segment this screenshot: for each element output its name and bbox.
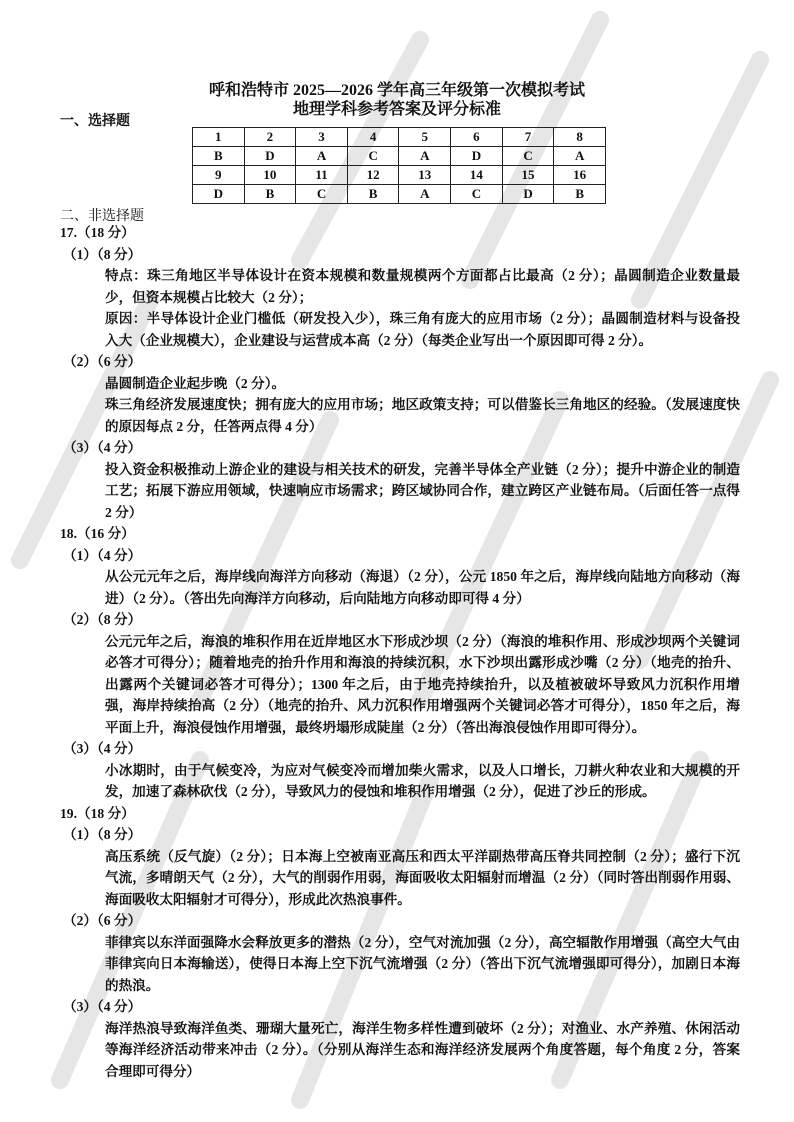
table-cell: 8 <box>554 128 606 147</box>
sub-question-heading: （3）（4 分） <box>63 440 142 455</box>
question-heading: 18.（16 分） <box>60 526 135 541</box>
sub-question-heading: （1）（4 分） <box>63 547 142 563</box>
answer-paragraph: 特点：珠三角地区半导体设计在资本规模和数量规模两个方面都占比最高（2 分）；晶圆制造企业数量最少，但资本规模占比较大（2 分）； <box>105 268 740 305</box>
section-choice-heading: 一、选择题 <box>60 114 130 129</box>
table-cell: D <box>193 185 245 204</box>
table-cell: 15 <box>502 166 554 185</box>
table-cell: 6 <box>451 128 503 147</box>
doc-subtitle: 地理学科参考答案及评分标准 <box>292 101 501 118</box>
answers-body <box>60 222 740 1082</box>
sub-question-heading: （2）（8 分） <box>63 612 142 627</box>
answer-row <box>193 147 606 166</box>
choice-answer-table <box>192 127 606 204</box>
question-number-row <box>193 166 606 185</box>
sub-question-heading: （3）（4 分） <box>63 741 142 756</box>
doc-title: 呼和浩特市 2025—2026 学年高三年级第一次模拟考试 <box>208 82 585 99</box>
table-cell: C <box>502 147 554 166</box>
table-cell: 3 <box>296 128 348 147</box>
table-cell: C <box>451 185 503 204</box>
table-cell: 12 <box>347 166 399 185</box>
answer-paragraph: 投入资金积极推动上游企业的建设与相关技术的研发，完善半导体全产业链（2 分）；提升中游企业的制造工艺；拓展下游应用领域，快速响应市场需求；跨区域协同合作，建立跨区产业链布局。（后面任答一点得 2 分） <box>105 461 740 520</box>
table-cell: B <box>554 185 606 204</box>
question-heading: 17.（18 分） <box>60 225 135 240</box>
sub-question-heading: （2）（6 分） <box>63 913 142 928</box>
question-heading: 19.（18 分） <box>60 805 135 821</box>
answer-paragraph: 小冰期时，由于气候变冷，为应对气候变冷而增加柴火需求，以及人口增长，刀耕火种农业和大规模的开发，加速了森林砍伐（2 分），导致风力的侵蚀和堆积作用增强（2 分），促进了沙丘的形成。 <box>105 762 740 799</box>
section-nonchoice-heading: 二、非选择题 <box>60 209 144 224</box>
table-cell: 5 <box>399 128 451 147</box>
table-cell: A <box>554 147 606 166</box>
sub-question-heading: （1）（8 分） <box>63 827 142 842</box>
answer-paragraph: 公元元年之后，海浪的堆积作用在近岸地区水下形成沙坝（2 分）（海浪的堆积作用、形成沙坝两个关键词必答才可得分）；随着地壳的抬升作用和海浪的持续沉积，水下沙坝出露形成沙嘴（2 分）（地壳的抬升、出露两个关键词必答才可得分）；1300 年之后，由于地壳持续抬升，以及植被破坏导致风力沉积作用增强，海岸持续抬高（2 分）（地壳的抬升、风力沉积作用增强两个关键词必答才可得分），1850 年之后，海平面上升，海浪侵蚀作用增强，最终坍塌形成陡崖（2 分）（答出海浪侵蚀作用即可得分）。 <box>105 633 740 735</box>
answer-paragraph: 高压系统（反气旋）（2 分）；日本海上空被南亚高压和西太平洋副热带高压脊共同控制（2 分）；盛行下沉气流，多晴朗天气（2 分），大气的削弱作用弱，海面吸收太阳辐射而增温（2 分）（同时答出削弱作用弱、海面吸收太阳辐射才可得分），形成此次热浪事件。 <box>105 848 740 907</box>
table-cell: D <box>244 147 296 166</box>
sub-question-heading: （1）（8 分） <box>63 246 142 262</box>
answer-paragraph: 菲律宾以东洋面强降水会释放更多的潜热（2 分），空气对流加强（2 分），高空辐散作用增强（高空大气由菲律宾向日本海输送），使得日本海上空下沉气流增强（2 分）（答出下沉气流增强即可得分），加剧日本海的热浪。 <box>105 934 740 993</box>
answer-paragraph: 晶圆制造企业起步晚（2 分）。 <box>105 375 286 391</box>
table-cell: 11 <box>296 166 348 185</box>
table-cell: 10 <box>244 166 296 185</box>
question-number-row <box>193 128 606 147</box>
table-cell: A <box>399 147 451 166</box>
table-cell: 4 <box>347 128 399 147</box>
table-cell: 9 <box>193 166 245 185</box>
table-cell: B <box>244 185 296 204</box>
sub-question-heading: （2）（6 分） <box>63 354 142 369</box>
table-cell: 2 <box>244 128 296 147</box>
table-cell: D <box>502 185 554 204</box>
table-cell: 1 <box>193 128 245 147</box>
table-cell: B <box>347 185 399 204</box>
answer-row <box>193 185 606 204</box>
table-cell: B <box>193 147 245 166</box>
answer-paragraph: 从公元元年之后，海岸线向海洋方向移动（海退）（2 分），公元 1850 年之后，海岸线向陆地方向移动（海进）（2 分）。（答出先向海洋方向移动，后向陆地方向移动即可得 4 分） <box>105 569 740 606</box>
table-cell: D <box>451 147 503 166</box>
table-cell: 13 <box>399 166 451 185</box>
sub-question-heading: （3）（4 分） <box>63 999 142 1014</box>
table-cell: C <box>347 147 399 166</box>
table-cell: 16 <box>554 166 606 185</box>
table-cell: 7 <box>502 128 554 147</box>
table-cell: 14 <box>451 166 503 185</box>
answer-paragraph: 原因：半导体设计企业门槛低（研发投入少），珠三角有庞大的应用市场（2 分）；晶圆制造材料与设备投入大（企业规模大），企业建设与运营成本高（2 分）（每类企业写出一个原因即可得 2 分）。 <box>105 311 740 348</box>
answer-paragraph: 海洋热浪导致海洋鱼类、珊瑚大量死亡，海洋生物多样性遭到破坏（2 分）；对渔业、水产养殖、休闲活动等海洋经济活动带来冲击（2 分）。（分别从海洋生态和海洋经济发展两个角度答题，每个角度 2 分，答案合理即可得分） <box>105 1020 740 1079</box>
answer-paragraph: 珠三角经济发展速度快；拥有庞大的应用市场；地区政策支持；可以借鉴长三角地区的经验。（发展速度快的原因每点 2 分，任答两点得 4 分） <box>105 397 740 434</box>
table-cell: A <box>399 185 451 204</box>
table-cell: C <box>296 185 348 204</box>
table-cell: A <box>296 147 348 166</box>
